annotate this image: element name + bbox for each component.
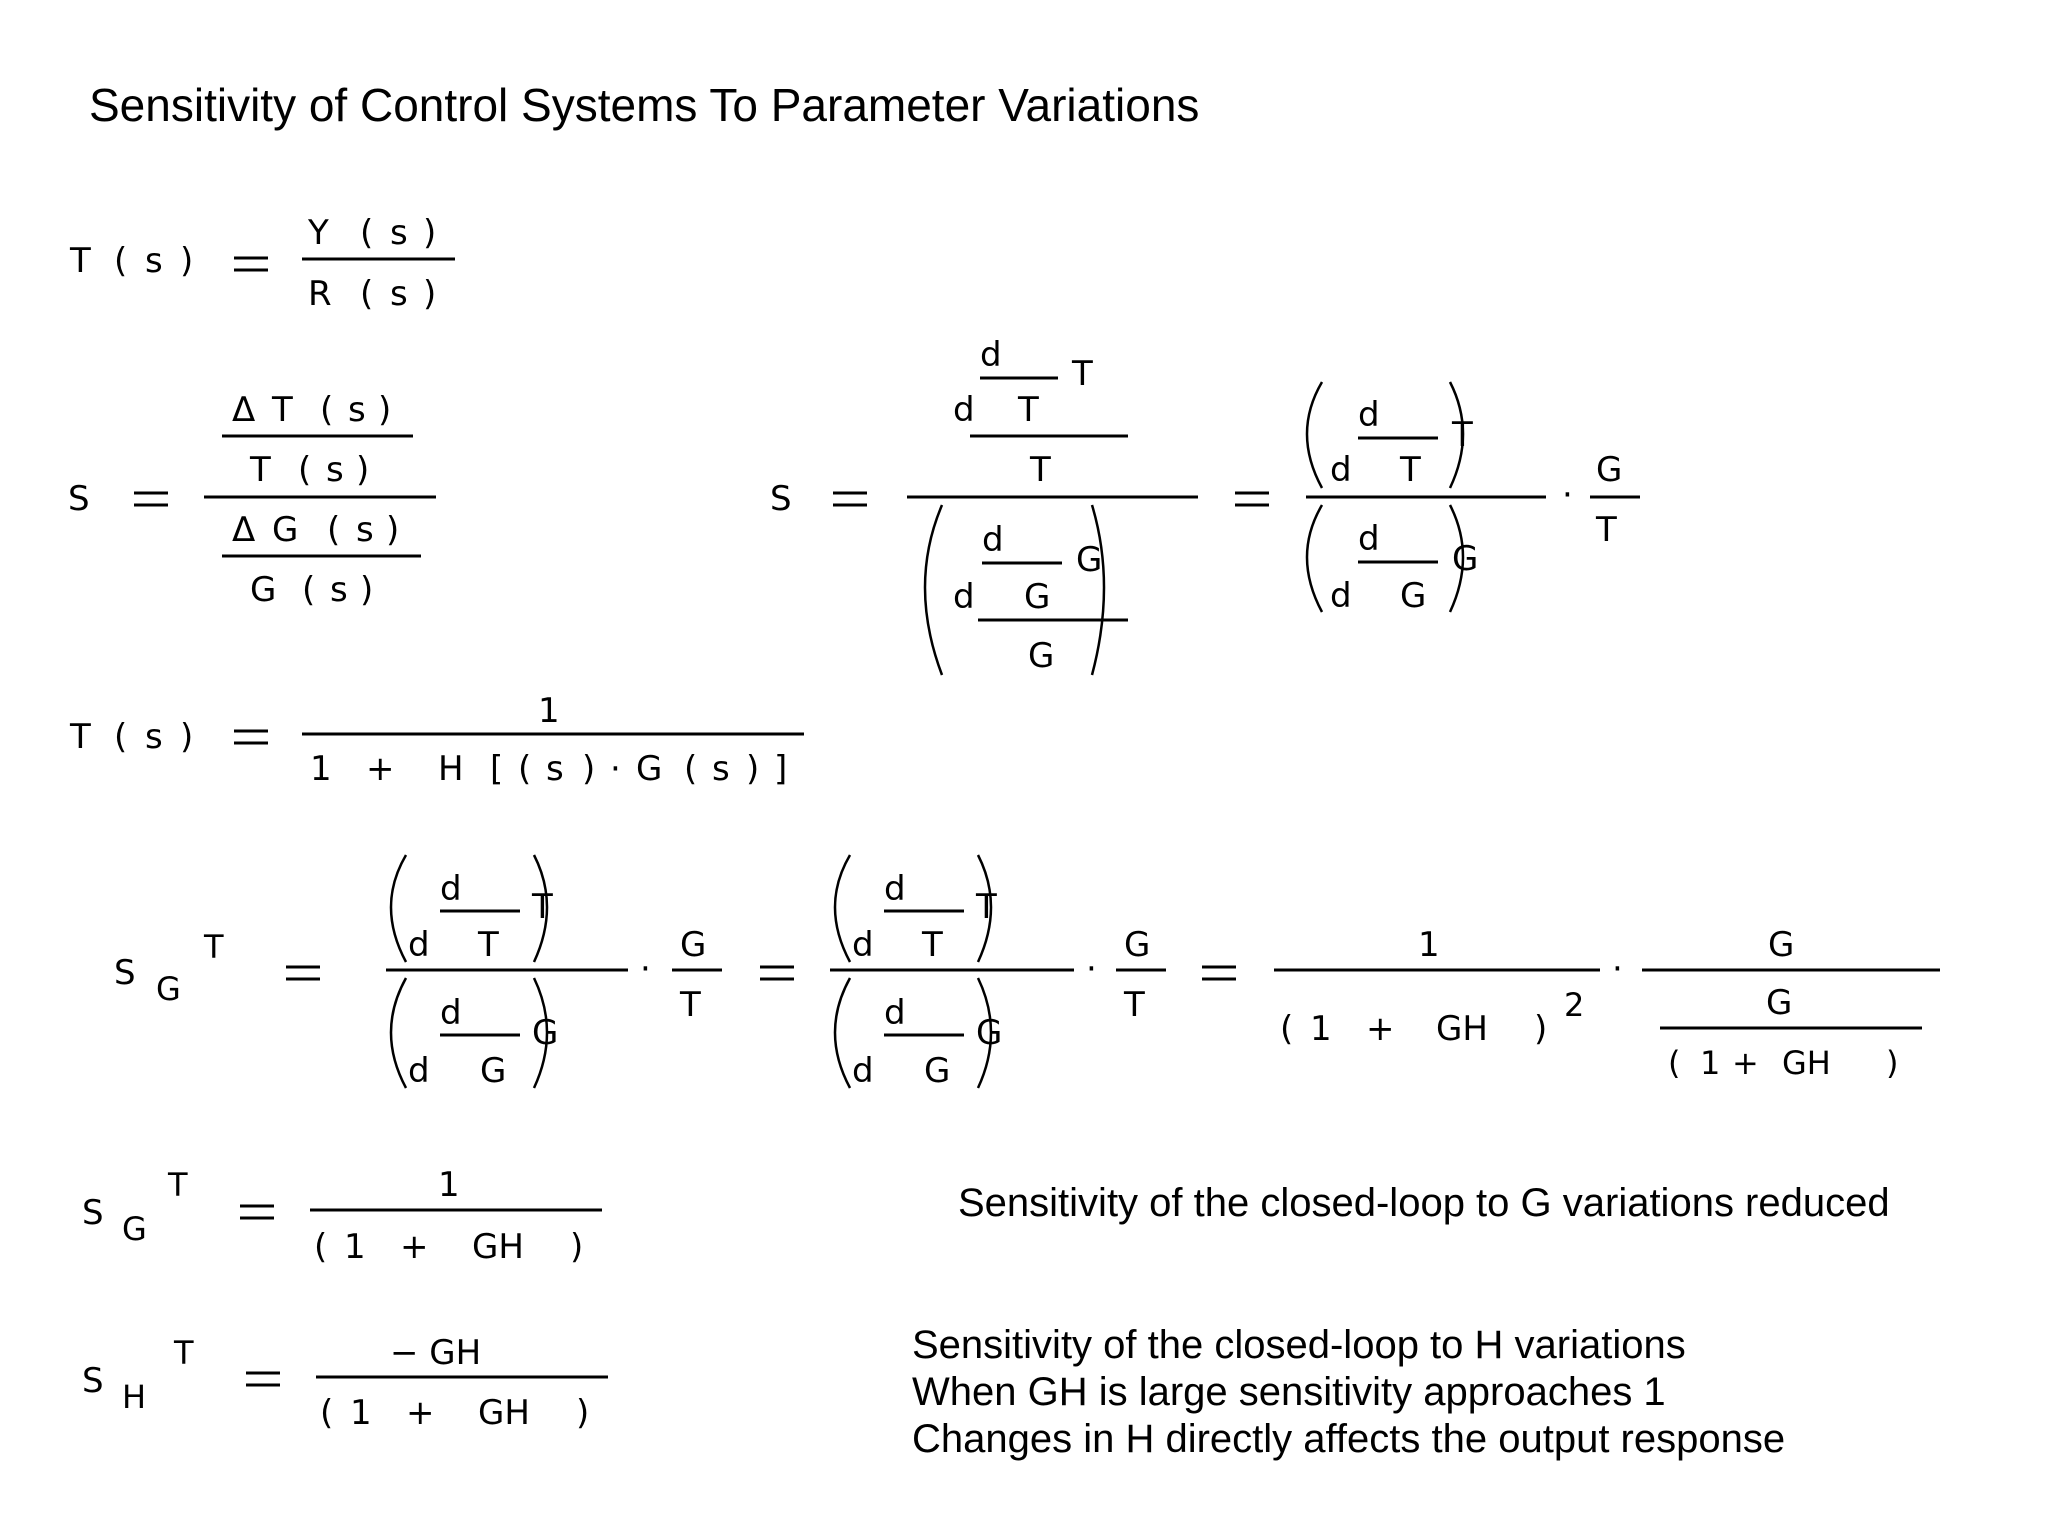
svg-text:1: 1 [344, 1227, 366, 1267]
equation-sensitivity-g-result [82, 1165, 602, 1267]
svg-text:T: T [1124, 985, 1145, 1025]
svg-text:s: s [330, 570, 348, 610]
equation-sensitivity-definition [68, 390, 436, 610]
svg-text:H: H [438, 749, 464, 789]
symbol-T: T [70, 241, 91, 281]
svg-text:(: ( [320, 390, 334, 430]
svg-text:d: d [1358, 519, 1380, 559]
svg-text:1: 1 [1418, 925, 1440, 965]
svg-text:): ) [423, 274, 437, 314]
svg-text:d: d [953, 577, 975, 617]
svg-text:G: G [532, 1013, 559, 1053]
svg-text:s: s [348, 390, 366, 430]
svg-text:S: S [82, 1361, 104, 1401]
svg-text:T: T [1072, 354, 1093, 394]
svg-text:+: + [406, 1393, 435, 1433]
svg-text:G: G [1028, 636, 1055, 676]
svg-text:d: d [408, 1051, 430, 1091]
svg-text:(: ( [314, 1227, 328, 1267]
svg-text:d: d [953, 390, 975, 430]
svg-text:G: G [122, 1210, 147, 1248]
slide-title: Sensitivity of Control Systems To Parameter Variations [89, 79, 1200, 131]
svg-text:): ) [1534, 1009, 1548, 1049]
equation-sensitivity-g-derivation [114, 855, 1940, 1091]
svg-text:): ) [356, 450, 370, 490]
svg-text:): ) [423, 213, 437, 253]
svg-text:1: 1 [310, 749, 332, 789]
equation-transfer-function [69, 213, 455, 314]
equation-closed-loop [69, 691, 804, 789]
svg-text:(: ( [360, 213, 374, 253]
svg-text:(: ( [302, 570, 316, 610]
svg-text:1: 1 [438, 1165, 460, 1205]
svg-text:T: T [250, 450, 271, 490]
svg-text:G: G [1400, 576, 1427, 616]
svg-text:+: + [366, 749, 395, 789]
svg-text:G: G [976, 1013, 1003, 1053]
svg-text:(: ( [360, 274, 374, 314]
svg-text:(: ( [518, 749, 532, 789]
svg-text:·: · [1562, 475, 1573, 515]
svg-text:d: d [884, 993, 906, 1033]
svg-text:G: G [924, 1051, 951, 1091]
note-h-line-2: When GH is large sensitivity approaches 1 [912, 1370, 1666, 1414]
svg-text:d: d [982, 520, 1004, 560]
svg-text:G: G [272, 510, 299, 550]
svg-text:d: d [852, 1051, 874, 1091]
svg-text:·: · [610, 749, 621, 789]
svg-text:T: T [1596, 510, 1617, 550]
svg-text:): ) [378, 390, 392, 430]
svg-text:S: S [770, 479, 792, 519]
svg-text:(: ( [114, 241, 128, 281]
svg-text:G: G [1076, 540, 1103, 580]
svg-text:1: 1 [1310, 1009, 1332, 1049]
svg-text:s: s [712, 749, 730, 789]
svg-text:T: T [168, 1166, 188, 1204]
svg-text:(: ( [298, 450, 312, 490]
svg-text:): ) [1886, 1044, 1899, 1082]
svg-text:T: T [174, 1334, 194, 1372]
svg-text:G: G [250, 570, 277, 610]
svg-text:GH: GH [1436, 1009, 1488, 1049]
svg-text:S: S [68, 479, 90, 519]
svg-text:(: ( [327, 510, 341, 550]
svg-text:d: d [884, 869, 906, 909]
svg-text:G: G [1768, 925, 1795, 965]
svg-text:S: S [82, 1193, 104, 1233]
svg-text:]: ] [774, 749, 788, 789]
svg-text:T: T [478, 925, 499, 965]
svg-text:R: R [308, 274, 332, 314]
svg-text:1: 1 [350, 1393, 372, 1433]
svg-text:): ) [386, 510, 400, 550]
svg-text:·: · [1086, 949, 1097, 989]
svg-text:d: d [1358, 395, 1380, 435]
svg-text:T: T [1018, 390, 1039, 430]
svg-text:): ) [576, 1393, 590, 1433]
svg-text:G: G [1452, 539, 1479, 579]
svg-text:s: s [356, 510, 374, 550]
equation-sensitivity-h-result [82, 1333, 608, 1433]
svg-text:·: · [1612, 949, 1623, 989]
svg-text:s: s [145, 717, 163, 757]
svg-text:+: + [1732, 1044, 1759, 1082]
svg-text:G: G [1124, 925, 1151, 965]
svg-text:(: ( [684, 749, 698, 789]
svg-text:d: d [852, 925, 874, 965]
svg-text:S: S [114, 953, 136, 993]
svg-text:d: d [440, 869, 462, 909]
svg-text:2: 2 [1564, 986, 1585, 1024]
svg-text:·: · [640, 949, 651, 989]
svg-text:T: T [204, 928, 224, 966]
svg-text:H: H [122, 1378, 147, 1416]
svg-text:): ) [746, 749, 760, 789]
svg-text:+: + [400, 1227, 429, 1267]
svg-text:(: ( [114, 717, 128, 757]
svg-text:T: T [976, 887, 997, 927]
svg-text:(: ( [1280, 1009, 1294, 1049]
svg-text:G: G [1596, 450, 1623, 490]
svg-text:1: 1 [1700, 1044, 1721, 1082]
svg-text:Δ: Δ [232, 390, 256, 430]
svg-text:s: s [390, 274, 408, 314]
note-h-line-3: Changes in H directly affects the output response [912, 1417, 1786, 1461]
note-h-line-1: Sensitivity of the closed-loop to H variations [912, 1323, 1686, 1367]
svg-text:G: G [1024, 577, 1051, 617]
svg-text:T: T [1452, 415, 1473, 455]
svg-text:(: ( [1668, 1044, 1681, 1082]
svg-text:G: G [480, 1051, 507, 1091]
svg-text:T: T [922, 925, 943, 965]
note-h-sensitivity [912, 1322, 1785, 1463]
svg-text:T: T [532, 887, 553, 927]
svg-text:GH: GH [478, 1393, 530, 1433]
svg-text:G: G [1766, 983, 1793, 1023]
svg-text:s: s [546, 749, 564, 789]
svg-text:− GH: − GH [390, 1333, 482, 1373]
note-g-sensitivity: Sensitivity of the closed-loop to G variations reduced [958, 1181, 1890, 1225]
svg-text:Δ: Δ [232, 510, 256, 550]
svg-text:): ) [360, 570, 374, 610]
svg-text:T: T [70, 717, 91, 757]
svg-text:d: d [440, 993, 462, 1033]
svg-text:): ) [570, 1227, 584, 1267]
svg-text:d: d [1330, 576, 1352, 616]
svg-text:T: T [1030, 450, 1051, 490]
svg-text:s: s [145, 241, 163, 281]
svg-text:): ) [180, 241, 194, 281]
svg-text:d: d [980, 335, 1002, 375]
svg-text:T: T [680, 985, 701, 1025]
equation-sensitivity-derivative [770, 335, 1640, 676]
svg-text:d: d [1330, 450, 1352, 490]
svg-text:): ) [180, 717, 194, 757]
svg-text:+: + [1366, 1009, 1395, 1049]
svg-text:): ) [582, 749, 596, 789]
svg-text:s: s [326, 450, 344, 490]
svg-text:G: G [680, 925, 707, 965]
svg-text:T: T [1400, 450, 1421, 490]
svg-text:1: 1 [538, 691, 560, 731]
svg-text:s: s [390, 213, 408, 253]
svg-text:d: d [408, 925, 430, 965]
svg-text:GH: GH [472, 1227, 524, 1267]
svg-text:Y: Y [308, 213, 329, 253]
svg-text:(: ( [320, 1393, 334, 1433]
svg-text:[: [ [490, 749, 504, 789]
svg-text:G: G [636, 749, 663, 789]
svg-text:T: T [272, 390, 293, 430]
svg-text:G: G [156, 970, 181, 1008]
svg-text:GH: GH [1782, 1044, 1831, 1082]
